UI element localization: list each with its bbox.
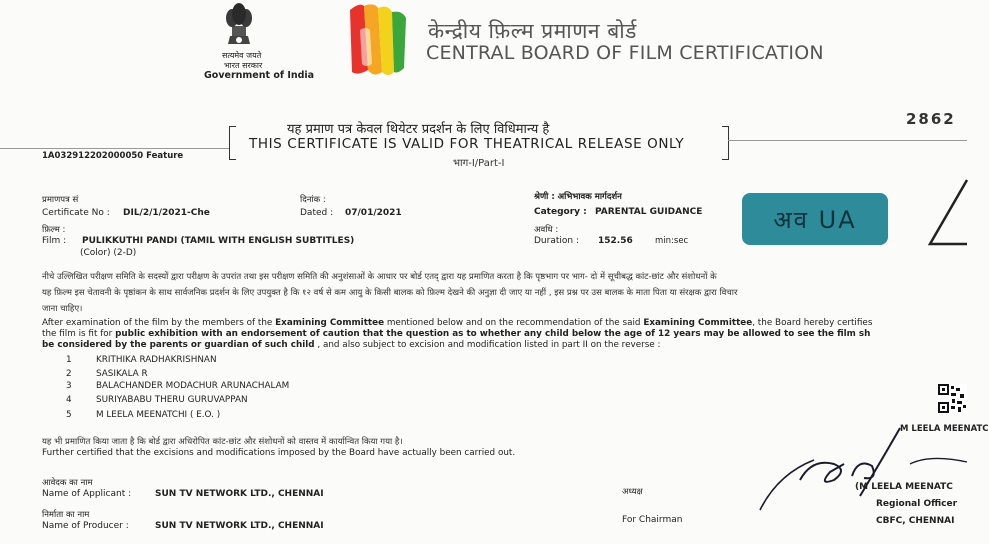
member-number: 1 xyxy=(66,355,72,365)
body-text: , and also subject to excision and modification listed in part II on the reverse : xyxy=(314,340,661,350)
body-bold: be considered by the parents or guardian of such child xyxy=(42,340,315,350)
body-bold: Examining Committee xyxy=(275,318,385,328)
officer-title: Regional Officer xyxy=(876,499,958,509)
body-english-line-3 xyxy=(42,340,660,350)
feature-code: 1A032912202000050 Feature xyxy=(42,151,184,161)
member-row xyxy=(66,395,248,405)
member-row xyxy=(66,369,148,379)
duration-unit: min:sec xyxy=(655,236,689,246)
category-value: PARENTAL GUIDANCE xyxy=(595,207,703,217)
body-hindi-line-3: जाना चाहिए। xyxy=(42,304,83,314)
qr-code xyxy=(938,384,967,414)
chairman-label: For Chairman xyxy=(622,515,683,525)
duration-value: 152.56 xyxy=(598,236,633,246)
cbfc-logo-icon xyxy=(346,0,414,80)
emblem-motto: सत्यमेव जयते xyxy=(222,51,262,60)
body-hindi-line-1: नीचे उल्लिखित परीक्षण समिति के सदस्यों द्वारा परीक्षण के उपरांत तथा इस परीक्षण समिति की अनुशंसाओं के आधार पर बोर्ड एतद् द्वारा यह प्रमाणित करता है कि पृष्ठभाग पर भाग- दो में सूचीबद्ध कांट-छांट और संशोधनों के xyxy=(42,272,717,282)
cert-no-value: DIL/2/1/2021-Che xyxy=(123,208,210,218)
triangle-mark xyxy=(924,178,967,248)
duration-hindi: अवधि : xyxy=(534,225,559,235)
officer-place: CBFC, CHENNAI xyxy=(876,516,955,526)
member-name: BALACHANDER MODACHUR ARUNACHALAM xyxy=(96,381,290,391)
applicant-value: SUN TV NETWORK LTD., CHENNAI xyxy=(155,489,324,499)
board-name-hindi: केन्द्रीय फ़िल्म प्रमाणन बोर्ड xyxy=(428,19,637,43)
applicant-hindi: आवेदक का नाम xyxy=(42,478,93,488)
member-number: 3 xyxy=(66,381,72,391)
category-hindi: श्रेणी : अभिभावक मार्गदर्शन xyxy=(534,192,622,202)
top-divider-right xyxy=(728,140,967,141)
national-emblem xyxy=(218,0,260,50)
body-text: the film is fit for xyxy=(42,329,116,339)
member-number: 2 xyxy=(66,369,72,379)
producer-value: SUN TV NETWORK LTD., CHENNAI xyxy=(155,521,324,531)
emblem-hindi: भारत सरकार xyxy=(224,61,263,70)
heading-english: THIS CERTIFICATE IS VALID FOR THEATRICAL RELEASE ONLY xyxy=(249,136,685,152)
heading-bracket-right xyxy=(722,126,729,160)
film-title: PULIKKUTHI PANDI (TAMIL WITH ENGLISH SUBTITLES) xyxy=(82,236,355,246)
film-label: Film : xyxy=(42,236,67,246)
date-hindi: दिनांक : xyxy=(300,195,326,205)
body-text: After examination of the film by the members of the xyxy=(42,318,276,328)
duration-label: Duration : xyxy=(534,236,579,246)
member-row xyxy=(66,355,217,365)
cert-no-hindi: प्रमाणपत्र सं xyxy=(42,195,79,205)
cbfc-logo xyxy=(346,0,414,80)
rating-badge: अव UA xyxy=(742,193,888,245)
heading-part: भाग-I/Part-I xyxy=(453,158,505,169)
member-name: M LEELA MEENATCHI ( E.O. ) xyxy=(96,410,221,420)
officer-name: (M LEELA MEENATC xyxy=(855,482,953,492)
cert-no-label: Certificate No : xyxy=(42,208,110,218)
film-hindi: फ़िल्म : xyxy=(42,225,66,235)
body-english-line-2 xyxy=(42,329,870,339)
member-name: KRITHIKA RADHAKRISHNAN xyxy=(96,355,217,365)
lion-capital-icon xyxy=(218,0,260,50)
officer-name-top: M LEELA MEENATC xyxy=(900,424,989,434)
date-label: Dated : xyxy=(300,208,334,218)
heading-bracket-left xyxy=(229,126,236,160)
triangle-icon xyxy=(924,178,967,248)
film-format: (Color) (2-D) xyxy=(80,248,137,258)
member-number: 4 xyxy=(66,395,72,405)
producer-hindi: निर्माता का नाम xyxy=(42,510,90,520)
qr-code-icon xyxy=(938,384,967,414)
member-name: SURIYABABU THERU GURUVAPPAN xyxy=(96,395,248,405)
member-row xyxy=(66,410,220,420)
body-bold: public exhibition with an endorsement of caution that the question as to whether any child below the age of 12 years may be allowed to see the film sh xyxy=(115,329,871,339)
chairman-hindi: अध्यक्ष xyxy=(622,487,643,497)
applicant-label: Name of Applicant : xyxy=(42,489,132,499)
government-of-india: Government of India xyxy=(204,70,315,81)
body-text: , the Board hereby certifies xyxy=(752,318,873,328)
member-number: 5 xyxy=(66,410,72,420)
member-name: SASIKALA R xyxy=(96,369,148,379)
body-hindi-line-2: यह फ़िल्म इस चेतावनी के पृष्ठांकन के साथ सार्वजनिक प्रदर्शन के लिए उपयुक्त है कि १२ वर्ष से कम आयु के किसी बालक को फ़िल्म देखने की अनुज्ञा दी जाए या नहीं , इस प्रश्न पर उस बालक के माता पिता या संरक्षक द्वारा विचार xyxy=(42,288,738,298)
further-hindi: यह भी प्रमाणित किया जाता है कि बोर्ड द्वारा अधिरोपित कांट-छांट और संशोधनों को वास्तव में कार्यान्वित किया गया है। xyxy=(42,437,403,447)
further-english: Further certified that the excisions and modifications imposed by the Board have actually been carried out. xyxy=(42,448,516,458)
body-bold: Examining Committee xyxy=(643,318,753,328)
body-english-line-1 xyxy=(42,318,872,328)
category-label: Category : xyxy=(534,207,587,217)
body-text: mentioned below and on the recommendation of the said xyxy=(384,318,644,328)
member-row xyxy=(66,381,289,391)
top-divider xyxy=(0,148,229,149)
heading-hindi: यह प्रमाण पत्र केवल थियेटर प्रदर्शन के लिए विधिमान्य है xyxy=(287,122,550,137)
board-name-english: CENTRAL BOARD OF FILM CERTIFICATION xyxy=(426,42,824,64)
producer-label: Name of Producer : xyxy=(42,521,129,531)
date-value: 07/01/2021 xyxy=(345,208,402,218)
certificate-serial-number: 2862 xyxy=(906,110,956,128)
